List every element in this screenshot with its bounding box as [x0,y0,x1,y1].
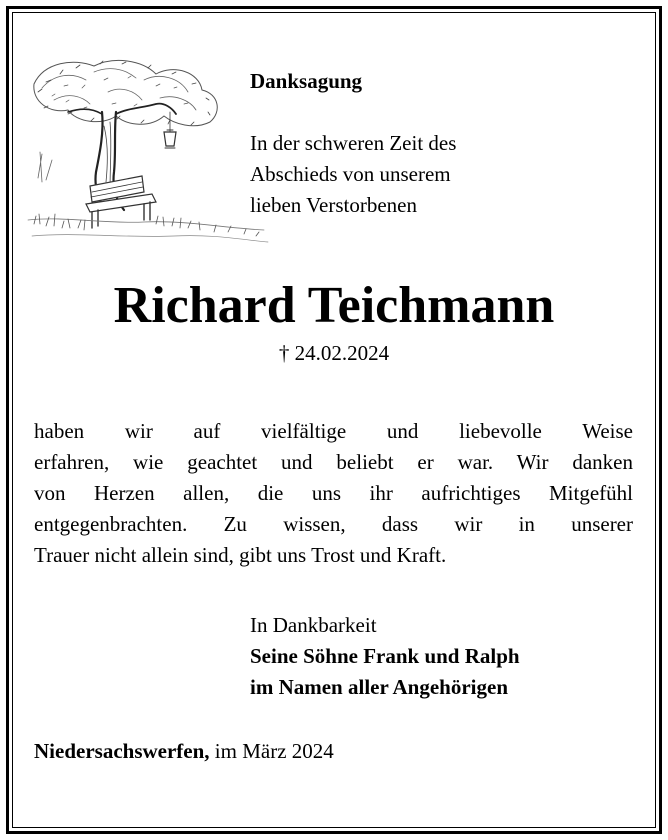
tree-bench-lantern-sketch-icon [24,52,270,248]
closing-signature [250,610,650,703]
paragraph-line: erfahren, wie geachtet und beliebt er war. Wir danken [34,450,633,474]
heading-danksagung: Danksagung [250,69,363,93]
intro-line: Abschieds von unserem [250,162,451,186]
closing-line-sons: Seine Söhne Frank und Ralph [250,644,520,668]
paragraph-line: entgegenbrachten. Zu wissen, dass wir in unserer [34,512,633,536]
place-date: im März 2024 [214,739,334,763]
paragraph-line: Trauer nicht allein sind, gibt uns Trost und Kraft. [34,543,447,567]
intro-line: lieben Verstorbenen [250,193,417,217]
closing-line-gratitude: In Dankbarkeit [250,613,377,637]
place-date-line [34,736,634,767]
closing-line-relatives: im Namen aller Angehörigen [250,675,509,699]
intro-spacer [250,97,580,128]
intro-line: In der schweren Zeit des [250,131,457,155]
death-date: † 24.02.2024 [278,341,390,365]
place-city: Niedersachswerfen, [34,739,210,763]
thanks-paragraph [34,416,633,571]
paragraph-line: haben wir auf vielfältige und liebevolle Weise [34,419,633,443]
deceased-name: Richard Teichmann [113,277,555,334]
intro-block [250,66,580,221]
paragraph-line: von Herzen allen, die uns ihr aufrichtiges Mitgefühl [34,481,633,505]
